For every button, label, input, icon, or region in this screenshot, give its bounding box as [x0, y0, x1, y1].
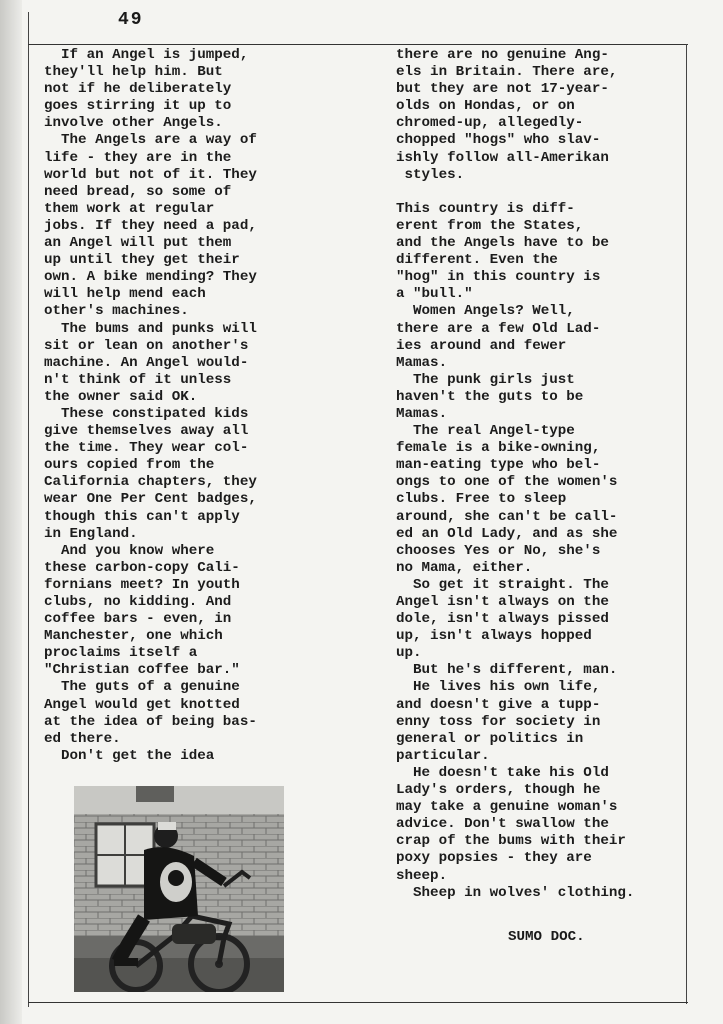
- frame-top-rule: [28, 44, 688, 45]
- text-line: The Angels are a way of: [44, 132, 257, 149]
- author-signature: SUMO DOC.: [508, 929, 585, 945]
- text-line: And you know where: [44, 542, 215, 559]
- text-line: they'll help him. But: [44, 64, 223, 81]
- text-line: The guts of a genuine: [44, 679, 240, 696]
- text-line: "Christian coffee bar.": [44, 662, 240, 679]
- text-line: may take a genuine woman's: [396, 799, 618, 816]
- text-line: no Mama, either.: [396, 559, 533, 576]
- text-line: dole, isn't always pissed: [396, 611, 609, 628]
- text-line: up.: [396, 645, 422, 662]
- frame-bottom-rule: [28, 1002, 688, 1003]
- text-line: Manchester, one which: [44, 628, 223, 645]
- text-line: give themselves away all: [44, 423, 249, 440]
- text-line: He doesn't take his Old: [396, 764, 609, 781]
- text-line: erent from the States,: [396, 217, 584, 234]
- text-line: general or politics in: [396, 730, 584, 747]
- text-line: He lives his own life,: [396, 679, 601, 696]
- text-line: advice. Don't swallow the: [396, 816, 609, 833]
- text-line: Sheep in wolves' clothing.: [396, 884, 635, 901]
- text-line: "hog" in this country is: [396, 269, 601, 286]
- text-line: clubs, no kidding. And: [44, 594, 232, 610]
- text-line: chopped "hogs" who slav-: [396, 132, 601, 149]
- text-line: enny toss for society in: [396, 713, 601, 730]
- text-line: But he's different, man.: [396, 662, 618, 679]
- text-line: them work at regular: [44, 200, 215, 217]
- text-line: ed there.: [44, 730, 121, 747]
- text-line: proclaims itself a: [44, 645, 198, 662]
- text-line: coffee bars - even, in: [44, 611, 232, 628]
- text-line: sheep.: [396, 867, 448, 884]
- text-line: Angel would get knotted: [44, 696, 240, 713]
- page-binding-edge: [0, 0, 22, 1024]
- text-line: poxy popsies - they are: [396, 850, 592, 867]
- text-line: will help mend each: [44, 286, 206, 303]
- biker-photo: [74, 786, 284, 992]
- text-line: other's machines.: [44, 303, 189, 320]
- text-line: Mamas.: [396, 405, 448, 422]
- text-line: need bread, so some of: [44, 183, 232, 200]
- text-line: ongs to one of the women's: [396, 474, 618, 491]
- text-line: the owner said OK.: [44, 388, 198, 405]
- text-line: Lady's orders, though he: [396, 782, 601, 799]
- text-line: Women Angels? Well,: [396, 303, 575, 320]
- text-line: The real Angel-type: [396, 423, 575, 440]
- text-line: a "bull.": [396, 286, 473, 303]
- text-line: ies around and fewer: [396, 337, 567, 354]
- text-line: The punk girls just: [396, 371, 575, 388]
- text-line: world but not of it. They: [44, 166, 257, 183]
- text-line: haven't the guts to be: [396, 388, 584, 405]
- text-line: n't think of it unless: [44, 371, 232, 388]
- text-line: Don't get the idea: [44, 747, 215, 764]
- text-line: Mamas.: [396, 354, 448, 371]
- text-line: around, she can't be call-: [396, 508, 618, 525]
- text-line: goes stirring it up to: [44, 98, 232, 115]
- text-line: crap of the bums with their: [396, 833, 626, 850]
- text-line: els in Britain. There are,: [396, 64, 618, 81]
- text-line: fornians meet? In youth: [44, 576, 240, 593]
- text-line: This country is diff-: [396, 200, 575, 217]
- text-line: California chapters, they: [44, 474, 257, 491]
- text-line: an Angel will put them: [44, 235, 232, 252]
- frame-left-rule: [28, 12, 29, 1007]
- text-line: So get it straight. The: [396, 576, 609, 593]
- text-line: not if he deliberately: [44, 81, 232, 98]
- text-line: different. Even the: [396, 252, 558, 269]
- text-line: and doesn't give a tupp-: [396, 696, 601, 713]
- text-line: clubs. Free to sleep: [396, 491, 567, 508]
- text-line: but they are not 17-year-: [396, 81, 609, 98]
- frame-right-rule: [686, 44, 687, 1004]
- text-line: own. A bike mending? They: [44, 269, 257, 286]
- text-line: female is a bike-owning,: [396, 440, 601, 457]
- left-text-column: [44, 47, 257, 765]
- text-line: though this can't apply: [44, 508, 240, 525]
- text-line: ed an Old Lady, and as she: [396, 525, 618, 542]
- text-line: The bums and punks will: [44, 320, 257, 337]
- text-line: [396, 184, 634, 201]
- text-line: styles.: [396, 166, 465, 183]
- page-number: 49: [118, 10, 144, 30]
- text-line: up, isn't always hopped: [396, 628, 592, 645]
- text-line: involve other Angels.: [44, 115, 223, 132]
- text-line: in England.: [44, 525, 138, 542]
- text-line: at the idea of being bas-: [44, 713, 257, 730]
- text-line: chromed-up, allegedly-: [396, 115, 584, 132]
- text-line: wear One Per Cent badges,: [44, 491, 257, 508]
- text-line: chooses Yes or No, she's: [396, 542, 601, 559]
- text-line: there are a few Old Lad-: [396, 320, 601, 337]
- text-line: ours copied from the: [44, 457, 215, 474]
- text-line: man-eating type who bel-: [396, 457, 601, 474]
- text-line: These constipated kids: [44, 405, 249, 422]
- text-line: the time. They wear col-: [44, 440, 249, 457]
- text-line: particular.: [396, 747, 490, 764]
- text-line: ishly follow all-Amerikan: [396, 149, 609, 166]
- text-line: there are no genuine Ang-: [396, 47, 609, 63]
- text-line: jobs. If they need a pad,: [44, 217, 257, 234]
- right-text-column: [396, 47, 634, 902]
- text-line: up until they get their: [44, 252, 240, 269]
- text-line: machine. An Angel would-: [44, 354, 249, 371]
- text-line: and the Angels have to be: [396, 235, 609, 252]
- text-line: Angel isn't always on the: [396, 594, 609, 610]
- text-line: If an Angel is jumped,: [44, 47, 249, 63]
- text-line: olds on Hondas, or on: [396, 98, 575, 115]
- text-line: these carbon-copy Cali-: [44, 559, 240, 576]
- text-line: life - they are in the: [44, 149, 232, 166]
- text-line: sit or lean on another's: [44, 337, 249, 354]
